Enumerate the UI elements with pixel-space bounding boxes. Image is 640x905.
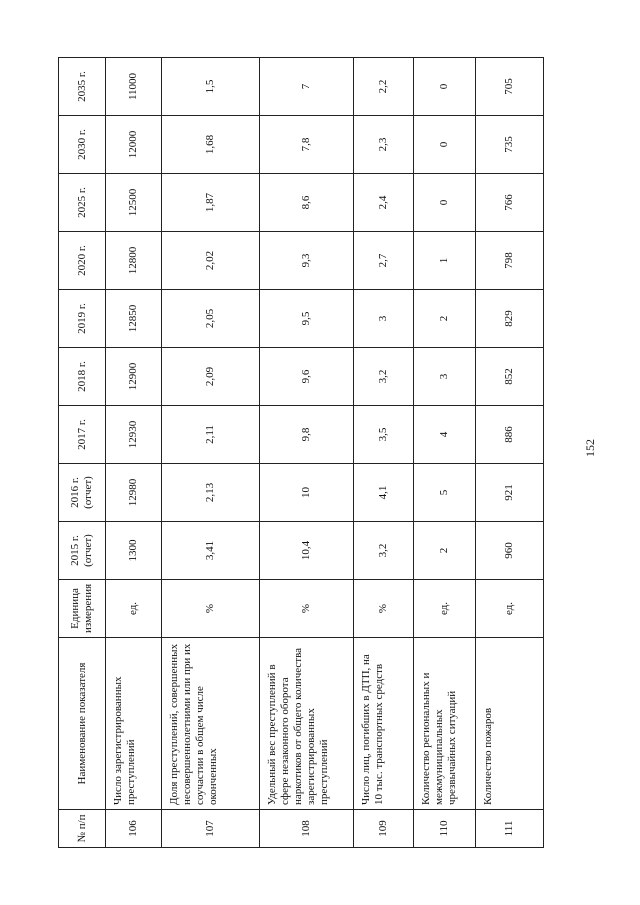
value-cell: 12850 [106,290,162,348]
unit-cell: % [260,580,354,638]
row-number-cell: 111 [476,810,544,848]
value-cell: 1 [414,232,476,290]
value-cell: 12980 [106,464,162,522]
value-cell: 7,8 [260,116,354,174]
value-cell: 12500 [106,174,162,232]
table-row [106,58,162,848]
value-cell: 12900 [106,348,162,406]
value-cell: 2 [414,522,476,580]
row-number-cell: 106 [106,810,162,848]
value-cell: 9,3 [260,232,354,290]
value-cell: 3 [354,290,414,348]
value-cell: 735 [476,116,544,174]
value-cell: 960 [476,522,544,580]
indicator-name-cell: Число зарегистрированных преступлений [106,638,162,810]
value-cell: 7 [260,58,354,116]
header-cell: 2035 г. [59,58,106,116]
indicator-name-cell: Удельный вес преступлений в сфере незаконного оборота наркотиков от общего количества зарегистрированных преступлений [260,638,354,810]
value-cell: 11000 [106,58,162,116]
value-cell: 2,4 [354,174,414,232]
value-cell: 2,09 [162,348,260,406]
value-cell: 886 [476,406,544,464]
indicators-table [58,57,544,848]
value-cell: 829 [476,290,544,348]
row-number-cell: 108 [260,810,354,848]
indicator-name-cell: Количество региональных и межмуниципальных чрезвычайных ситуаций [414,638,476,810]
value-cell: 0 [414,116,476,174]
table-row [162,58,260,848]
table-row [354,58,414,848]
unit-cell: % [354,580,414,638]
value-cell: 1,68 [162,116,260,174]
value-cell: 766 [476,174,544,232]
value-cell: 9,5 [260,290,354,348]
value-cell: 12930 [106,406,162,464]
value-cell: 2 [414,290,476,348]
unit-cell: ед. [106,580,162,638]
page-number: 152 [582,439,597,457]
rotated-table-container [58,58,538,848]
value-cell: 10,4 [260,522,354,580]
value-cell: 1,5 [162,58,260,116]
value-cell: 5 [414,464,476,522]
value-cell: 3,5 [354,406,414,464]
value-cell: 921 [476,464,544,522]
value-cell: 1,87 [162,174,260,232]
value-cell: 3,41 [162,522,260,580]
value-cell: 10 [260,464,354,522]
value-cell: 2,05 [162,290,260,348]
value-cell: 852 [476,348,544,406]
header-cell: 2025 г. [59,174,106,232]
value-cell: 2,3 [354,116,414,174]
table-row [260,58,354,848]
value-cell: 3,2 [354,522,414,580]
value-cell: 2,2 [354,58,414,116]
indicator-name-cell: Число лиц, погибших в ДТП, на 10 тыс. транспортных средств [354,638,414,810]
value-cell: 3 [414,348,476,406]
value-cell: 1300 [106,522,162,580]
indicator-name-cell: Доля преступлений, совершенных несовершеннолетними или при их соучастии в общем числе оконченных [162,638,260,810]
value-cell: 12000 [106,116,162,174]
value-cell: 9,6 [260,348,354,406]
value-cell: 2,13 [162,464,260,522]
value-cell: 4 [414,406,476,464]
table-row [476,58,544,848]
value-cell: 0 [414,174,476,232]
header-cell: 2017 г. [59,406,106,464]
header-cell: Единица измерения [59,580,106,638]
header-cell: № п/п [59,810,106,848]
header-cell: Наименование показателя [59,638,106,810]
value-cell: 2,7 [354,232,414,290]
value-cell: 9,8 [260,406,354,464]
header-cell: 2018 г. [59,348,106,406]
unit-cell: ед. [414,580,476,638]
value-cell: 0 [414,58,476,116]
header-cell: 2020 г. [59,232,106,290]
value-cell: 2,02 [162,232,260,290]
table-header-row [59,58,106,848]
row-number-cell: 109 [354,810,414,848]
unit-cell: % [162,580,260,638]
header-cell: 2015 г. (отчет) [59,522,106,580]
header-cell: 2016 г. (отчет) [59,464,106,522]
table-row [414,58,476,848]
value-cell: 12800 [106,232,162,290]
value-cell: 3,2 [354,348,414,406]
indicator-name-cell: Количество пожаров [476,638,544,810]
value-cell: 4,1 [354,464,414,522]
unit-cell: ед. [476,580,544,638]
value-cell: 705 [476,58,544,116]
value-cell: 2,11 [162,406,260,464]
value-cell: 8,6 [260,174,354,232]
row-number-cell: 107 [162,810,260,848]
header-cell: 2019 г. [59,290,106,348]
row-number-cell: 110 [414,810,476,848]
header-cell: 2030 г. [59,116,106,174]
value-cell: 798 [476,232,544,290]
